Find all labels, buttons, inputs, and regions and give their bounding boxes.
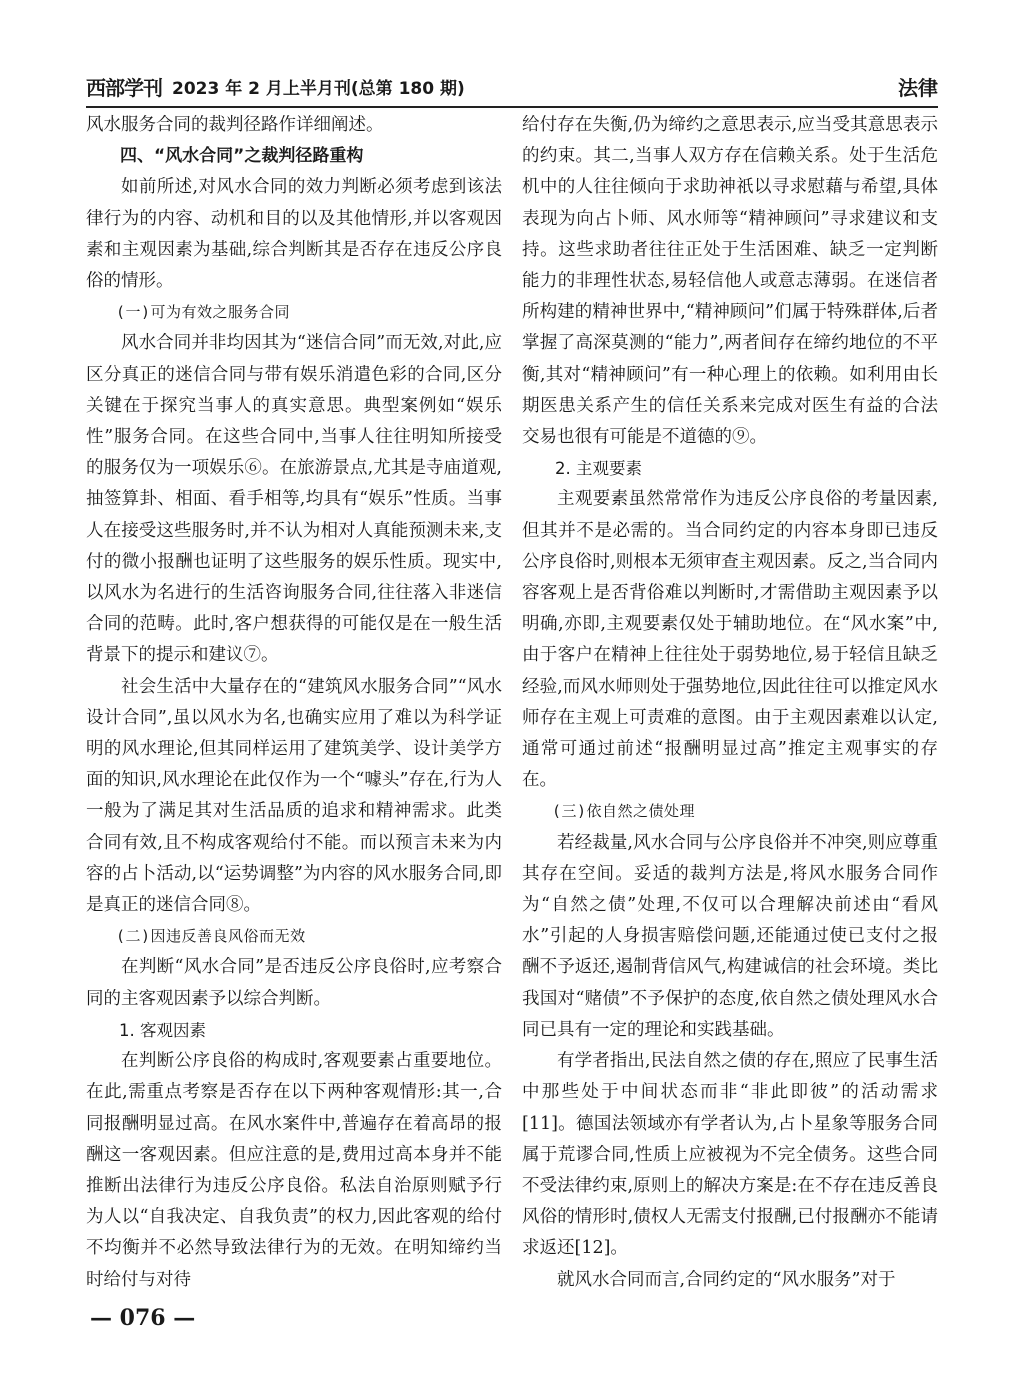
header-rule	[86, 106, 938, 108]
body-paragraph: 若经裁量,风水合同与公序良俗并不冲突,则应尊重其存在空间。妥适的裁判方法是,将风水服务合同作为“自然之债”处理,不仅可以合理解决前述由“看风水”引起的人身损害赔偿问题,还能通过使已支付之报酬不予返还,遏制背信风气,构建诚信的社会环境。类比我国对“赌债”不予保护的态度,依自然之债处理风水合同已具有一定的理论和实践基础。	[522, 832, 938, 1040]
numbered-heading: 1. 客观因素	[119, 1020, 206, 1040]
body-paragraph: 如前所述,对风水合同的效力判断必须考虑到该法律行为的内容、动机和目的以及其他情形,并以客观因素和主观因素为基础,综合判断其是否存在违反公序良俗的情形。	[86, 177, 502, 292]
body-paragraph: 主观要素虽然常常作为违反公序良俗的考量因素,但其并不是必需的。当合同约定的内容本身即已违反公序良俗时,则根本无须审查主观因素。反之,当合同内容客观上是否背俗难以判断时,才需借助主观因素予以明确,亦即,主观要素仅处于辅助地位。在“风水案”中,由于客户在精神上往往处于弱势地位,易于轻信且缺乏经验,而风水师则处于强势地位,因此往往可以推定风水师存在主观上可责难的意图。由于主观因素难以认定,通常可通过前述“报酬明显过高”推定主观事实的存在。	[522, 489, 938, 791]
body-paragraph: 在判断“风水合同”是否违反公序良俗时,应考察合同的主客观因素予以综合判断。	[86, 957, 502, 1009]
numbered-heading: 2. 主观要素	[555, 459, 642, 479]
section-label: 法律	[898, 76, 938, 100]
left-column	[86, 110, 502, 1296]
journal-logo: 西部学刊	[86, 76, 162, 100]
page-number: — 076 —	[90, 1305, 196, 1331]
body-paragraph: 社会生活中大量存在的“建筑风水服务合同”“风水设计合同”,虽以风水为名,也确实应用了难以为科学证明的风水理论,但其同样运用了建筑美学、设计美学方面的知识,风水理论在此仅作为一个“噱头”存在,行为人一般为了满足其对生活品质的追求和精神需求。此类合同有效,且不构成客观给付不能。而以预言未来为内容的占卜活动,以“运势调整”为内容的风水服务合同,即是真正的迷信合同⑧。	[86, 676, 502, 916]
section-heading: 四、“风水合同”之裁判径路重构	[120, 146, 364, 167]
subsection-heading: (三)依自然之债处理	[552, 802, 696, 821]
body-paragraph: 风水合同并非均因其为“迷信合同”而无效,对此,应区分真正的迷信合同与带有娱乐消遣色彩的合同,区分关键在于探究当事人的真实意思。典型案例如“娱乐性”服务合同。在这些合同中,当事人往往明知所接受的服务仅为一项娱乐⑥。在旅游景点,尤其是寺庙道观,抽签算卦、相面、看手相等,均具有“娱乐”性质。当事人在接受这些服务时,并不认为相对人真能预测未来,支付的微小报酬也证明了这些服务的娱乐性质。现实中,以风水为名进行的生活咨询服务合同,往往落入非迷信合同的范畴。此时,客户想获得的可能仅是在一般生活背景下的提示和建议⑦。	[86, 333, 502, 666]
body-paragraph: 风水服务合同的裁判径路作详细阐述。	[86, 115, 384, 135]
subsection-heading: (一)可为有效之服务合同	[116, 303, 291, 322]
body-paragraph: 给付存在失衡,仍为缔约之意思表示,应当受其意思表示的约束。其二,当事人双方存在信赖关系。处于生活危机中的人往往倾向于求助神祇以寻求慰藉与希望,具体表现为向占卜师、风水师等“精神顾问”寻求建议和支持。这些求助者往往正处于生活困难、缺乏一定判断能力的非理性状态,易轻信他人或意志薄弱。在迷信者所构建的精神世界中,“精神顾问”们属于特殊群体,后者掌握了高深莫测的“能力”,两者间存在缔约地位的不平衡,其对“精神顾问”有一种心理上的依赖。如利用由长期医患关系产生的信任关系来完成对医生有益的合法交易也很有可能是不道德的⑨。	[522, 115, 938, 448]
body-paragraph: 有学者指出,民法自然之债的存在,照应了民事生活中那些处于中间状态而非“非此即彼”的活动需求[11]。德国法领域亦有学者认为,占卜星象等服务合同属于荒谬合同,性质上应被视为不完全债务。这些合同不受法律约束,原则上的解决方案是:在不存在违反善良风俗的情形时,债权人无需支付报酬,已付报酬亦不能请求返还[12]。	[522, 1051, 938, 1259]
subsection-heading: (二)因违反善良风俗而无效	[116, 927, 306, 946]
body-paragraph: 在判断公序良俗的构成时,客观要素占重要地位。在此,需重点考察是否存在以下两种客观情形:其一,合同报酬明显过高。在风水案件中,普遍存在着高昂的报酬这一客观因素。但应注意的是,费用过高本身并不能推断出法律行为违反公序良俗。私法自治原则赋予行为人以“自我决定、自我负责”的权力,因此客观的给付不均衡并不必然导致法律行为的无效。在明知缔约当时给付与对待	[86, 1051, 502, 1290]
running-header	[86, 70, 938, 100]
body-paragraph: 就风水合同而言,合同约定的“风水服务”对于	[557, 1269, 896, 1290]
right-column	[522, 110, 938, 1296]
issue-info: 2023 年 2 月上半月刊(总第 180 期)	[172, 79, 465, 99]
